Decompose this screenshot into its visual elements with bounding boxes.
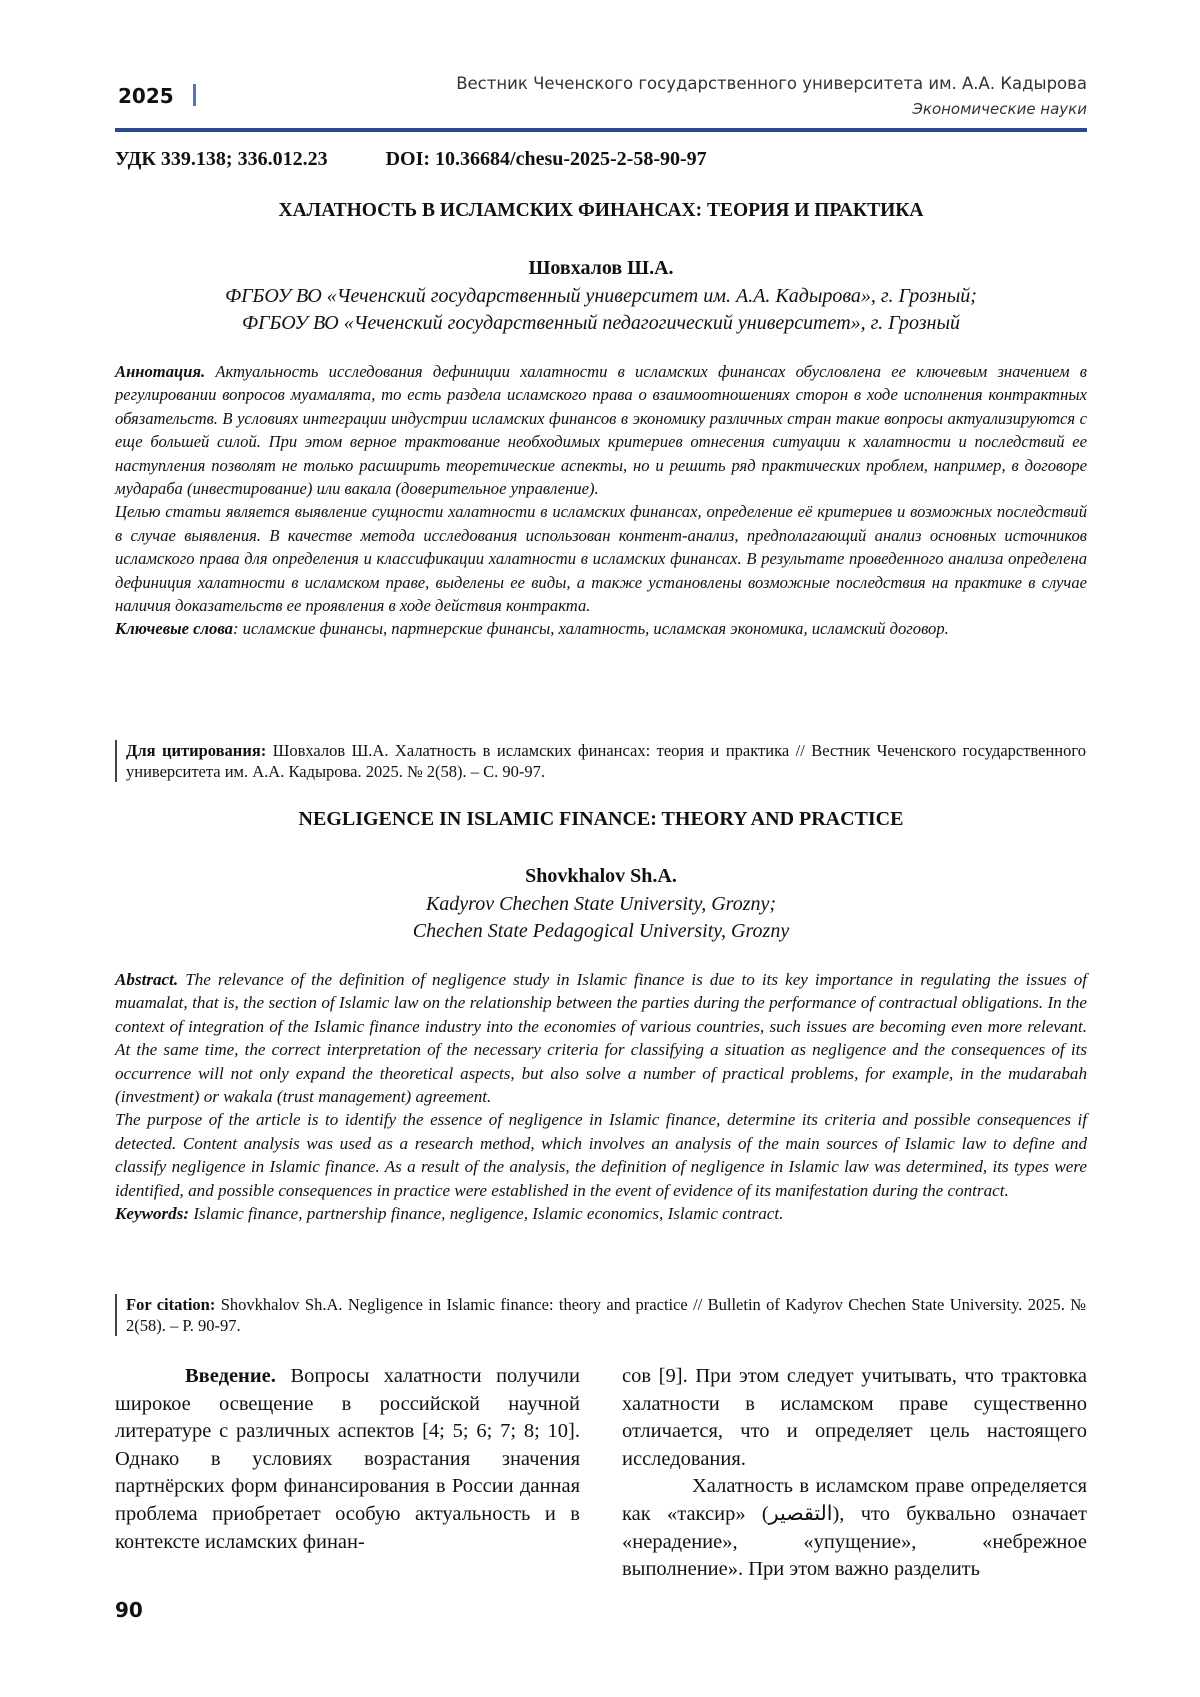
abstract-ru-p2: Целью статьи является выявление сущности халатности в исламских финансах, определение её критериев и возможных последствий в случае выявления. В качестве метода исследования использован контент-анализ, предполагающий анализ основных источников исламского права для определения и классификации халатности в исламских финансах. В результате проведенного анализа определена дефиниция халатности в исламском праве, выделены ее виды, а также установлены возможные последствия на практике в случае наличия доказательств ее проявления в ходе действия контракта.: [115, 500, 1087, 617]
affiliation-en-2: Chechen State Pedagogical University, Grozny: [115, 920, 1087, 943]
keywords-en-text: Islamic finance, partnership finance, negligence, Islamic economics, Islamic contract.: [189, 1204, 783, 1223]
citation-ru-label: Для цитирования:: [126, 741, 266, 760]
citation-en-text: Shovkhalov Sh.A. Negligence in Islamic finance: theory and practice // Bulletin of Kadyrov Chechen State University. 2025. № 2(58). – P. 90-97.: [126, 1295, 1086, 1335]
page-number: 90: [115, 1598, 143, 1622]
abstract-ru-p1: [115, 360, 1087, 500]
abstract-en-p2: The purpose of the article is to identify the essence of negligence in Islamic finance, determine its criteria and possible consequences if detected. Content analysis was used as a research method, which involves an analysis of the main sources of Islamic law to define and classify negligence in Islamic finance. As a result of the analysis, the definition of negligence in Islamic law was determined, its types were identified, and possible consequences in practice were established in the event of evidence of its manifestation during the contract.: [115, 1108, 1087, 1202]
keywords-ru-text: : исламские финансы, партнерские финансы, халатность, исламская экономика, исламский договор.: [233, 619, 949, 638]
citation-en: [115, 1294, 1086, 1336]
citation-ru: [115, 740, 1086, 782]
abstract-ru: [115, 360, 1087, 641]
affiliation-en-1: Kadyrov Chechen State University, Grozny;: [115, 893, 1087, 916]
intro-text: Вопросы халатности получили широкое освещение в российской научной литературе с различных аспектов [4; 5; 6; 7; 8; 10]. Однако в условиях возрастания значения партнёрских форм финансирования в России данная проблема приобретает особую актуальность и в контексте исламских финан-: [115, 1365, 580, 1553]
citation-en-label: For citation:: [126, 1295, 215, 1314]
affiliation-ru-1: ФГБОУ ВО «Чеченский государственный университет им. А.А. Кадырова», г. Грозный;: [115, 285, 1087, 308]
body-column-left: [115, 1363, 580, 1556]
abstract-en-p1: [115, 968, 1087, 1108]
abstract-en-label: Abstract.: [115, 970, 178, 989]
intro-label: Введение.: [185, 1365, 276, 1387]
abstract-ru-label: Аннотация.: [115, 362, 205, 381]
body-paragraph-2: Халатность в исламском праве определяется как «таксир» (التقصير), что буквально означает «нерадение», «упущение», «небрежное выполнение». При этом важно разделить: [622, 1473, 1087, 1583]
body-column-right: [622, 1363, 1087, 1584]
affiliation-ru-2: ФГБОУ ВО «Чеченский государственный педагогический университет», г. Грозный: [115, 312, 1087, 335]
abstract-ru-text-1: Актуальность исследования дефиниции халатности в исламских финансах обусловлена ее ключевым значением в регулировании вопросов муамалята, то есть раздела исламского права о взаимоотношениях сторон в ходе исполнения контрактных обязательств. В условиях интеграции индустрии исламских финансов в экономику различных стран такие вопросы актуализируются с еще большей силой. При этом верное трактование необходимых критериев отнесения ситуации к халатности и последствий ее наступления позволят не только расширить теоретические аспекты, но и решить ряд практических проблем, например, в договоре мудараба (инвестирование) или вакала (доверительное управление).: [115, 362, 1087, 498]
keywords-en-label: Keywords:: [115, 1204, 189, 1223]
header-divider: [193, 84, 196, 106]
abstract-en-text-1: The relevance of the definition of negligence study in Islamic finance is due to its key importance in regulating the issues of muamalat, that is, the section of Islamic law on the relationship between the parties during the performance of contractual obligations. In the context of integration of the Islamic finance industry into the economies of various countries, such issues are becoming even more relevant. At the same time, the correct interpretation of the necessary criteria for classifying a situation as negligence and the consequences of its occurrence will not only expand the theoretical aspects, but also solve a number of practical problems, for example, in the mudarabah (investment) or wakala (trust management) agreement.: [115, 970, 1087, 1106]
journal-page: [0, 0, 1200, 1697]
article-title-en: NEGLIGENCE IN ISLAMIC FINANCE: THEORY AND PRACTICE: [115, 808, 1087, 831]
doi-link[interactable]: DOI: 10.36684/chesu-2025-2-58-90-97: [386, 148, 707, 170]
citation-ru-text: Шовхалов Ш.А. Халатность в исламских финансах: теория и практика // Вестник Чеченского государственного университета им. А.А. Кадырова. 2025. № 2(58). – С. 90-97.: [126, 741, 1086, 781]
intro-paragraph: [115, 1363, 580, 1556]
header-rule: [115, 128, 1087, 132]
keywords-ru: [115, 617, 1087, 640]
keywords-ru-label: Ключевые слова: [115, 619, 233, 638]
udk-doi-line: [115, 148, 707, 171]
keywords-en: [115, 1202, 1087, 1225]
header-section-name: Экономические науки: [912, 100, 1087, 118]
author-en: Shovkhalov Sh.A.: [115, 865, 1087, 888]
header-journal-title: Вестник Чеченского государственного университета им. А.А. Кадырова: [456, 74, 1087, 93]
header-year: 2025: [118, 84, 174, 108]
body-paragraph-1: сов [9]. При этом следует учитывать, что трактовка халатности в исламском праве существенно отличается, что и определяет цель настоящего исследования.: [622, 1363, 1087, 1473]
article-title-ru: ХАЛАТНОСТЬ В ИСЛАМСКИХ ФИНАНСАХ: ТЕОРИЯ И ПРАКТИКА: [115, 200, 1087, 222]
author-ru: Шовхалов Ш.А.: [115, 257, 1087, 280]
udk-code: УДК 339.138; 336.012.23: [115, 148, 328, 170]
abstract-en: [115, 968, 1087, 1225]
